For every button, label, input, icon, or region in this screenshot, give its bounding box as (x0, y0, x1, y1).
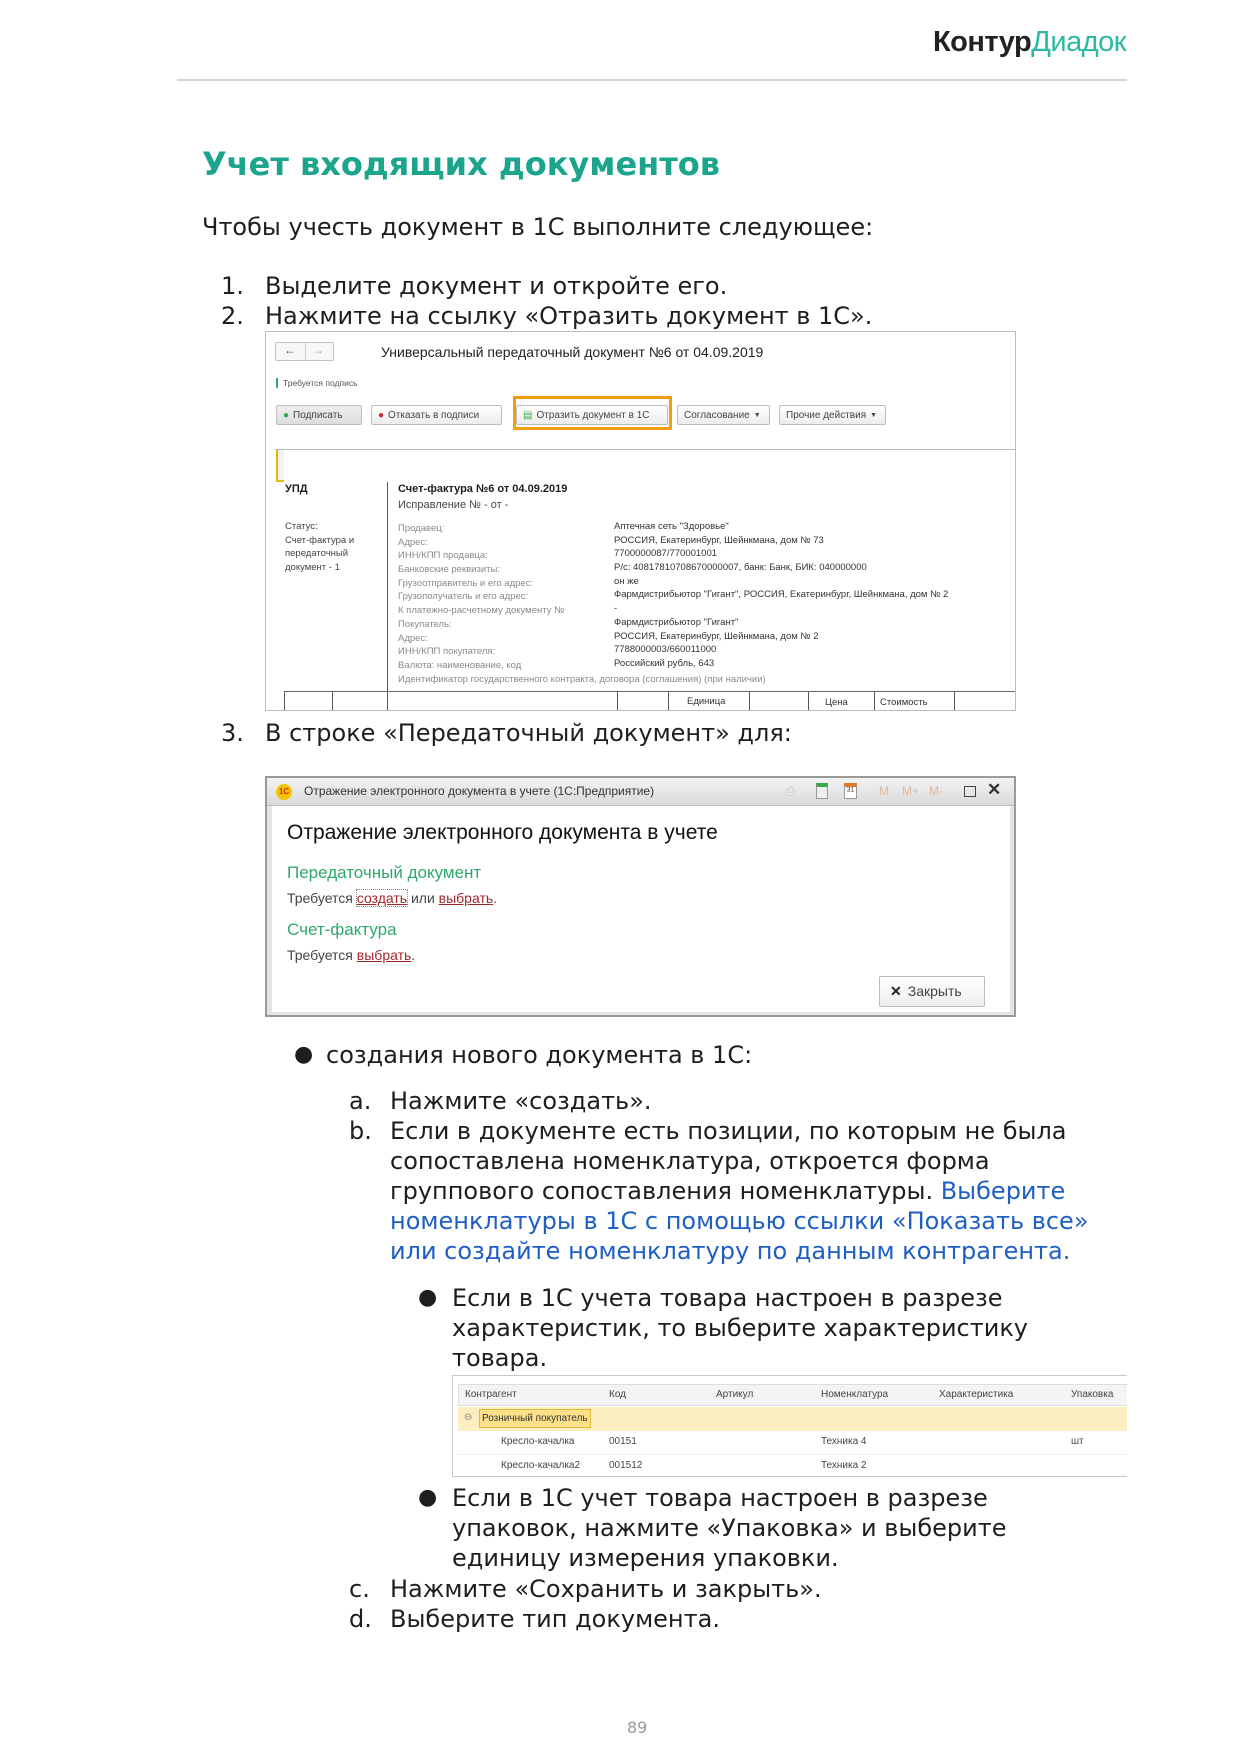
mapping-table (452, 1375, 1127, 1477)
field-label: К платежно-расчетному документу № (398, 605, 565, 617)
sub-letter: d. (349, 1605, 372, 1633)
x-icon: ✕ (890, 983, 902, 999)
dot: . (493, 890, 498, 906)
button-label: Согласование (684, 409, 750, 421)
blue-instruction: Выберите (940, 1177, 1066, 1205)
selection-marker (276, 450, 284, 482)
field-label: Валюта: наименование, код (398, 659, 522, 671)
table-col-line (668, 691, 669, 711)
status-line: передаточный (285, 548, 349, 559)
memory-m-button[interactable]: M (879, 784, 889, 798)
dialog-title: Отражение электронного документа в учете (1С:Предприятие) (304, 784, 655, 798)
memory-minus-button[interactable]: M- (929, 784, 943, 798)
choose-link[interactable]: выбрать (356, 947, 412, 963)
sub-text: Если в документе есть позиции, по которым не была (390, 1117, 1067, 1145)
table-cell[interactable]: Техника 4 (821, 1436, 867, 1447)
sub-text: Нажмите «создать». (390, 1087, 652, 1115)
other-actions-dropdown[interactable] (779, 405, 886, 425)
transfer-doc-section: Передаточный документ (287, 863, 482, 882)
column-header[interactable]: Код (609, 1389, 627, 1400)
invoice-field-row (398, 575, 766, 589)
field-label: ИНН/КПП покупателя: (398, 646, 496, 658)
table-cell[interactable]: Кресло-качалка (501, 1436, 575, 1447)
table-header-row (458, 1384, 1127, 1406)
table-header: Цена (825, 697, 848, 708)
step-text: В строке «Передаточный документ» для: (265, 719, 792, 747)
sub-text: Нажмите «Сохранить и закрыть». (390, 1575, 822, 1603)
reject-circle-icon: ● (378, 409, 385, 421)
page-title: Учет входящих документов (202, 145, 721, 183)
invoice-fields (398, 520, 949, 685)
invoice-field-row (398, 657, 766, 671)
table-cell[interactable]: 00151 (609, 1436, 637, 1447)
bullet-icon: ● (294, 1042, 314, 1067)
logo-part2: Диадок (1031, 26, 1126, 58)
invoice-section: Счет-фактура (287, 920, 397, 939)
sub-letter: b. (349, 1117, 372, 1145)
1c-logo-icon: 1С (276, 784, 292, 800)
column-header[interactable]: Артикул (716, 1389, 754, 1400)
field-value: Фармдистрибьютор "Гигант" (614, 616, 739, 628)
inner-bullet-text: упаковок, нажмите «Упаковка» и выберите (452, 1514, 1007, 1542)
table-cell[interactable]: Техника 2 (821, 1460, 867, 1471)
button-label: Прочие действия (786, 409, 867, 421)
sub-text: Выберите тип документа. (390, 1605, 720, 1633)
button-label: Подписать (293, 409, 343, 421)
field-label: Адрес: (398, 632, 428, 644)
table-col-line (749, 691, 750, 711)
invoice-field-row (398, 520, 766, 534)
invoice-field-row (398, 630, 819, 644)
field-value: Р/с: 40817810708670000007, банк: Банк, БИК: 040000000 (614, 562, 867, 574)
reject-signature-button[interactable] (371, 405, 502, 425)
collapse-icon[interactable]: ⊖ (464, 1412, 473, 1423)
inner-bullet-text: единицу измерения упаковки. (452, 1544, 839, 1572)
reflect-in-1c-button[interactable] (516, 405, 668, 425)
correction: Исправление № - от - (398, 499, 509, 511)
inner-bullet-text: Если в 1С учета товара настроен в разрезе (452, 1284, 1003, 1312)
create-link[interactable]: создать (356, 890, 408, 906)
approval-dropdown[interactable] (677, 405, 770, 425)
transfer-doc-actions (287, 890, 497, 906)
field-value: РОССИЯ, Екатеринбург, Шейнкмана, дом № 73 (614, 534, 824, 546)
close-icon[interactable]: ✕ (987, 780, 1002, 799)
inner-bullet-text: характеристик, то выберите характеристику (452, 1314, 1029, 1342)
print-icon[interactable]: ⎙ (785, 783, 796, 798)
bullet-text: создания нового документа в 1С: (326, 1041, 753, 1069)
field-value: он же (614, 575, 639, 587)
field-value: - (614, 603, 618, 615)
or-label: или (410, 890, 435, 906)
logo-part1: Контур (932, 26, 1032, 58)
table-top-line (284, 691, 1016, 692)
table-col-line (808, 691, 809, 711)
field-label: Грузополучатель и его адрес: (398, 591, 529, 603)
field-value: Фармдистрибьютор "Гигант", РОССИЯ, Екатеринбург, Шейнкмана, дом № 2 (614, 589, 949, 601)
invoice-field-row (398, 616, 766, 630)
table-cell[interactable]: шт (1071, 1436, 1084, 1447)
page-number: 89 (627, 1718, 648, 1737)
group-cell[interactable]: Розничный покупатель (479, 1409, 591, 1428)
invoice-field-row (398, 602, 766, 616)
step-text: Нажмите на ссылку «Отразить документ в 1С». (265, 302, 873, 330)
field-value: 7788000003/660011000 (614, 644, 717, 656)
invoice-field-row (398, 561, 867, 576)
table-col-line (284, 691, 285, 711)
field-value: 7700000087/770001001 (614, 548, 718, 560)
field-value: Аптечная сеть "Здоровье" (614, 521, 729, 532)
dialog-titlebar (267, 778, 1014, 806)
document-arrow-icon: ▤ (523, 409, 533, 421)
doc-type: УПД (285, 483, 308, 495)
bullet-icon: ● (418, 1485, 438, 1510)
blue-instruction: номенклатуры в 1С с помощью ссылки «Показать все» (390, 1207, 1089, 1235)
check-circle-icon: ● (283, 409, 290, 421)
kontur-diadoc-logo (933, 26, 1126, 59)
memory-plus-button[interactable]: M+ (902, 784, 920, 798)
invoice-field-row (398, 671, 766, 685)
close-label: Закрыть (907, 983, 962, 999)
header-divider (177, 79, 1127, 81)
sub-letter: c. (349, 1575, 370, 1603)
step-number: 2. (221, 302, 244, 330)
divider (275, 449, 1016, 450)
field-value: Российский рубль, 643 (614, 657, 715, 669)
field-label: ИНН/КПП продавца: (398, 550, 488, 562)
table-col-line (332, 691, 333, 711)
field-label: Грузоотправитель и его адрес: (398, 577, 534, 589)
column-header[interactable]: Номенклатура (821, 1389, 889, 1400)
inner-bullet-text: Если в 1С учет товара настроен в разрезе (452, 1484, 988, 1512)
calculator-icon[interactable] (816, 783, 828, 799)
maximize-icon[interactable] (964, 786, 976, 797)
document-title: Универсальный передаточный документ №6 от 04.09.2019 (381, 344, 764, 360)
table-cell[interactable]: Кресло-качалка2 (501, 1460, 581, 1471)
reflect-dialog (265, 776, 1016, 1017)
choose-link[interactable]: выбрать (438, 890, 494, 906)
step-number: 1. (221, 272, 244, 300)
dropdown-caret-icon: ▼ (753, 411, 761, 419)
status-block (285, 520, 365, 574)
required-label: Требуется (287, 890, 353, 906)
status-line: документ - 1 (285, 561, 340, 573)
signature-status: Требуется подпись (276, 378, 358, 388)
invoice-field-row (398, 643, 766, 657)
field-label: Продавец: (398, 523, 445, 534)
table-col-line (954, 691, 955, 711)
invoice-field-row (398, 547, 766, 561)
intro-text: Чтобы учесть документ в 1С выполните следующее: (202, 213, 874, 241)
field-label: Покупатель: (398, 618, 452, 630)
status-label: Статус: (285, 521, 318, 532)
table-header: Стоимость (880, 697, 928, 708)
field-label: Банковские реквизиты: (398, 564, 500, 576)
bullet-icon: ● (418, 1285, 438, 1310)
dialog-body (272, 806, 1010, 1012)
field-label: Идентификатор государственного контракта, договора (соглашения) (при наличии) (398, 673, 766, 685)
dialog-heading: Отражение электронного документа в учете (287, 821, 718, 844)
forward-arrow-icon[interactable]: → (312, 343, 324, 357)
button-label: Отразить документ в 1С (536, 409, 650, 421)
dot: . (411, 947, 416, 963)
status-line: Счет-фактура и (285, 534, 355, 546)
table-cell[interactable]: 001512 (609, 1460, 643, 1471)
sub-text: группового сопоставления номенклатуры. (390, 1177, 941, 1205)
close-button[interactable] (879, 976, 985, 1007)
calendar-icon[interactable]: 31 (844, 783, 857, 799)
field-value: РОССИЯ, Екатеринбург, Шейнкмана, дом № 2 (614, 630, 819, 642)
row-divider (458, 1454, 1127, 1455)
button-label: Отказать в подписи (388, 409, 480, 421)
invoice-field-row (398, 534, 824, 548)
field-label: Адрес: (398, 536, 428, 548)
invoice-field-row (398, 588, 949, 603)
sub-letter: a. (349, 1087, 372, 1115)
nav-buttons[interactable] (275, 342, 334, 361)
blue-instruction: или создайте номенклатуру по данным контрагента. (390, 1237, 1071, 1265)
nav-divider (305, 343, 306, 360)
dropdown-caret-icon: ▼ (870, 411, 878, 419)
inner-bullet-text: товара. (452, 1344, 548, 1372)
column-divider (387, 482, 388, 711)
required-label: Требуется (287, 947, 353, 963)
step-text: Выделите документ и откройте его. (265, 272, 728, 300)
table-col-line (874, 691, 875, 711)
column-header[interactable]: Контрагент (465, 1389, 517, 1400)
back-arrow-icon[interactable]: ← (284, 343, 296, 357)
sub-text-line (390, 1176, 1065, 1206)
invoice-title: Счет-фактура №6 от 04.09.2019 (398, 483, 568, 495)
invoice-actions (287, 947, 415, 963)
table-header: Единица (687, 696, 726, 707)
column-header[interactable]: Упаковка (1071, 1389, 1114, 1400)
upd-window-screenshot (265, 331, 1016, 711)
sub-text: сопоставлена номенклатура, откроется форма (390, 1147, 990, 1175)
column-header[interactable]: Характеристика (939, 1389, 1014, 1400)
sign-button[interactable] (276, 405, 362, 425)
step-number: 3. (221, 719, 244, 747)
table-col-line (617, 691, 618, 711)
